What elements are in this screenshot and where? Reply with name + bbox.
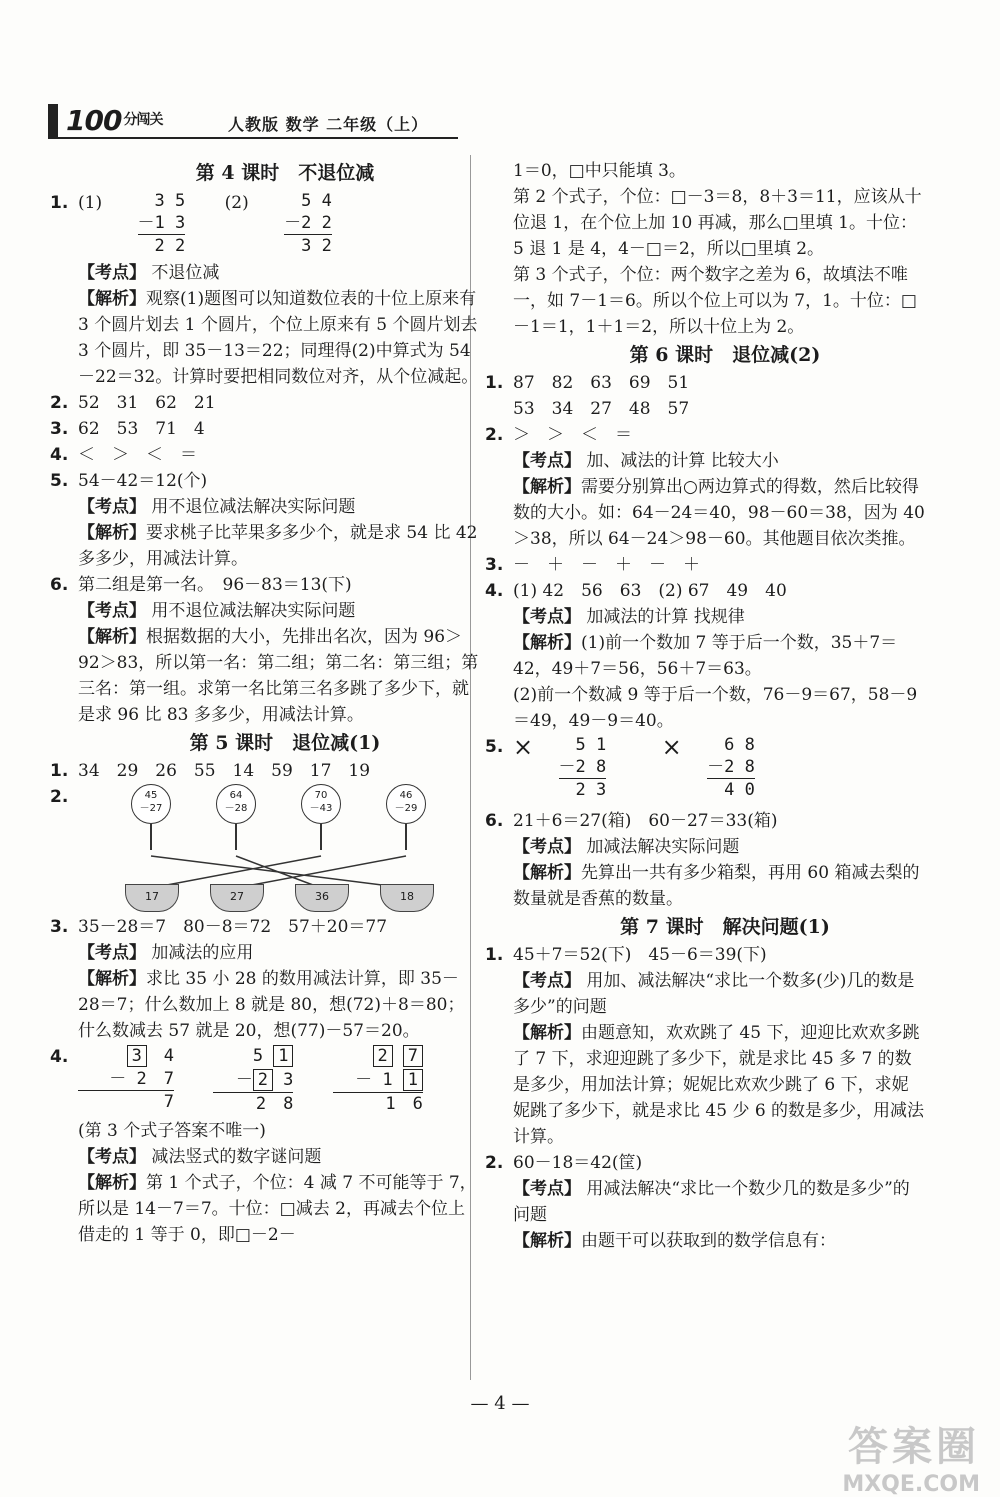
lesson6-q2: 2. ＞ ＞ ＜ ＝ 【考点】 加、减法的计算 比较大小 【解析】需要分别算出○两边算式的得数，然后比较得数的大小。如：64－24＝40，98－60＝38，因为 40＞38，所以 64－24＞98－60。其他题目依次类推。 [485, 422, 925, 552]
analysis: 【解析】观察(1)题图可以知道数位表的十位上原来有 3 个圆片划去 1 个圆片，个位上原来有 5 个圆片划去 3 个圆片，即 35－13＝22；同理得(2)中算式为 54－22＝32。计算时要把相同数位对齐，从个位减起。 [78, 289, 479, 387]
flower-3: 70 －43 [296, 784, 346, 850]
lesson7-q2: 2. 60－18＝42(筐) 【考点】 用减法解决“求比一个数少几的数是多少”的问题 【解析】由题干可以获取到的数学信息有： [485, 1150, 925, 1254]
vertical-calc-2: 5 4 －2 2 3 2 [284, 191, 332, 256]
analysis: 【解析】根据数据的大小，先排出名次，因为 96＞92＞83，所以第一名：第二组；第二名：第三组；第三名：第一组。求第一名比第三名多跳了多少下，就是求 96 比 83 多多少，用减法计算。 [78, 627, 479, 725]
puzzle-calc-2: 5 1 － 2 3 2 8 [213, 1044, 293, 1115]
puzzle-calc-1: 3 4 － 2 7 7 [78, 1044, 174, 1113]
key-point: 【考点】 加、减法的计算 比较大小 [513, 451, 779, 471]
lesson7-title: 第 7 课时 解决问题(1) [620, 916, 830, 938]
analysis: 【解析】(1)前一个数加 7 等于后一个数，35＋7＝42，49＋7＝56，56＋7＝63。 [513, 633, 898, 679]
lesson4-q2: 2. 52 31 62 21 [50, 393, 216, 413]
key-point: 【考点】 加减法的计算 找规律 [513, 607, 745, 627]
key-point: 【考点】 减法竖式的数字谜问题 [78, 1147, 322, 1167]
lesson5-q2: 2. 45 －27 64 －28 70 －43 46 －29 17 27 36 18 [50, 784, 480, 914]
watermark-logo: 答案圈 MXQE.COM [842, 1424, 980, 1497]
lesson4-q1: 1. (1) 3 5 －1 3 2 2 (2) 5 4 －2 2 3 2 【考点】 不退位减 【解析】观察(1)题图可以知道数位表的十位上原来有 3 个圆片划去 1 个圆片，个位上原来有 5 个圆片划去 3 个圆片，即 35－13＝22；同理得(2)中算式为 54－22＝32。计算时要把相同数位对齐，从个位减起。 [50, 190, 480, 390]
analysis: 【解析】第 1 个式子，个位：4 减 7 不可能等于 7，所以是 14－7＝7。十位：□减去 2，再减去个位上借走的 1 等于 0，即□－2－ [78, 1173, 477, 1245]
right-column [485, 158, 925, 1254]
key-point: 【考点】 用不退位减法解决实际问题 [78, 497, 356, 517]
key-point: 【考点】 加减法解决实际问题 [513, 837, 740, 857]
lesson5-q4: 4. 3 4 － 2 7 7 5 1 － 2 3 2 8 2 7 － 1 1 1 6 (第 3 个式子答案不唯一) 【考点】 减法竖式的数字谜问题 【解析】第 1 个式子，个位：4 减 7 不可能等于 7，所以是 14－7＝7。十位：□减去 2，再减去个位上借走的 1 等于 0，即□－2－ [50, 1044, 480, 1248]
key-point: 【考点】 不退位减 [78, 263, 220, 283]
header-rule [48, 137, 458, 139]
key-point: 【考点】 用减法解决“求比一个数少几的数是多少”的问题 [513, 1179, 910, 1225]
vertical-calc-1: 3 5 －1 3 2 2 [137, 191, 186, 256]
key-point: 【考点】 加减法的应用 [78, 943, 254, 963]
lesson6-q5: 5. × 5 1 －2 8 2 3 × 6 8 －2 8 4 0 [485, 733, 755, 800]
analysis: 【解析】需要分别算出○两边算式的得数，然后比较得数的大小。如：64－24＝40，98－60＝38，因为 40＞38，所以 64－24＞98－60。其他题目依次类推。 [513, 477, 925, 549]
lesson6-q4: 4. (1) 42 56 63 (2) 67 49 40 【考点】 加减法的计算 找规律 【解析】(1)前一个数加 7 等于后一个数，35＋7＝42，49＋7＝56，56＋7＝63。 (2)前一个数减 9 等于后一个数，76－9＝67，58－9＝49，49－9＝40。 [485, 578, 925, 734]
pot-4: 18 [380, 884, 434, 912]
wrong-calc-2: 6 8 －2 8 4 0 [707, 735, 755, 800]
key-point: 【考点】 用不退位减法解决实际问题 [78, 601, 356, 621]
lesson6-title: 第 6 课时 退位减(2) [629, 344, 821, 366]
analysis: 【解析】先算出一共有多少箱梨，再用 60 箱减去梨的数量就是香蕉的数量。 [513, 863, 920, 909]
lesson5-q3: 3. 35－28＝7 80－8＝72 57＋20＝77 【考点】 加减法的应用 【解析】求比 35 小 28 的数用减法计算，即 35－28＝7；什么数加上 8 就是 80，想(72)＋8＝80；什么数减去 57 就是 20，想(77)－57＝20。 [50, 914, 480, 1044]
page-number: — 4 — [470, 1393, 530, 1414]
lesson4-q4: 4. ＜ ＞ ＜ ＝ [50, 445, 197, 465]
continued-analysis: 1＝0，□中只能填 3。 第 2 个式子，个位：□－3＝8，8＋3＝11，应该从十位退 1，在个位上加 10 再减，那么□里填 1。十位：5 退 1 是 4，4－□＝2，所以□里填 2。 第 3 个式子，个位：两个数字之差为 6，故填法不唯一，如 7－1＝6。所以个位上可以为 7，1。十位：□－1＝1，1＋1＝2，所以十位上为 2。 [513, 161, 922, 337]
lesson4-q6: 6. 第二组是第一名。 96－83＝13(下) 【考点】 用不退位减法解决实际问题 【解析】根据数据的大小，先排出名次，因为 96＞92＞83，所以第一名：第二组；第二名：第三组；第三名：第一组。求第一名比第三名多跳了多少下，就是求 96 比 83 多多少，用减法计算。 [50, 572, 480, 728]
flower-4: 46 －29 [381, 784, 431, 850]
flower-2: 64 －28 [211, 784, 261, 850]
lesson6-q6: 6. 21＋6＝27(箱) 60－27＝33(箱) 【考点】 加减法解决实际问题 【解析】先算出一共有多少箱梨，再用 60 箱减去梨的数量就是香蕉的数量。 [485, 808, 925, 912]
analysis: 【解析】由题干可以获取到的数学信息有： [513, 1231, 836, 1251]
flower-1: 45 －27 [126, 784, 176, 850]
series-logo: 100 $^{分闯关}$ [66, 104, 163, 137]
pot-3: 36 [295, 884, 349, 912]
key-point: 【考点】 用加、减法解决“求比一个数多(少)几的数是多少”的问题 [513, 971, 915, 1017]
lesson5-title: 第 5 课时 退位减(1) [189, 732, 381, 754]
flower-matching-figure [106, 784, 480, 914]
lesson6-q1: 1. 87 82 63 69 51 53 34 27 48 57 [485, 373, 690, 419]
lesson7-q1: 1. 45＋7＝52(下) 45－6＝39(下) 【考点】 用加、减法解决“求比一个数多(少)几的数是多少”的问题 【解析】由题意知，欢欢跳了 45 下，迎迎比欢欢多跳了 7 下，求迎迎跳了多少下，就是求比 45 多 7 的数是多少，用加法计算；妮妮比欢欢少跳了 6 下，求妮妮跳了多少下，就是求比 45 少 6 的数是多少，用减法计算。 [485, 942, 925, 1150]
puzzle-calc-3: 2 7 － 1 1 1 6 [333, 1044, 423, 1115]
wrong-calc-1: 5 1 －2 8 2 3 [558, 735, 607, 800]
pot-2: 27 [210, 884, 264, 912]
header-bar-decoration [48, 104, 58, 138]
lesson4-q3: 3. 62 53 71 4 [50, 419, 205, 439]
analysis: 【解析】求比 35 小 28 的数用减法计算，即 35－28＝7；什么数加上 8 就是 80，想(72)＋8＝80；什么数减去 57 就是 20，想(77)－57＝20。 [78, 969, 465, 1041]
lesson4-title: 第 4 课时 不退位减 [195, 162, 375, 184]
lesson4-q5: 5. 54－42＝12(个) 【考点】 用不退位减法解决实际问题 【解析】要求桃子比苹果多多少个，就是求 54 比 42 多多少，用减法计算。 [50, 468, 480, 572]
lesson5-q1: 1. 34 29 26 55 14 59 17 19 [50, 761, 371, 781]
pot-1: 17 [125, 884, 179, 912]
page-header [48, 100, 468, 142]
left-column [50, 158, 480, 1248]
analysis: 【解析】要求桃子比苹果多多少个，就是求 54 比 42 多多少，用减法计算。 [78, 523, 478, 569]
book-title: 人教版 数学 二年级（上） [228, 115, 429, 134]
lesson6-q3: 3. － ＋ － ＋ － ＋ [485, 555, 700, 575]
analysis: 【解析】由题意知，欢欢跳了 45 下，迎迎比欢欢多跳了 7 下，求迎迎跳了多少下，就是求比 45 多 7 的数是多少，用加法计算；妮妮比欢欢少跳了 6 下，求妮妮跳了多少下，就是求比 45 少 6 的数是多少，用减法计算。 [513, 1023, 925, 1147]
